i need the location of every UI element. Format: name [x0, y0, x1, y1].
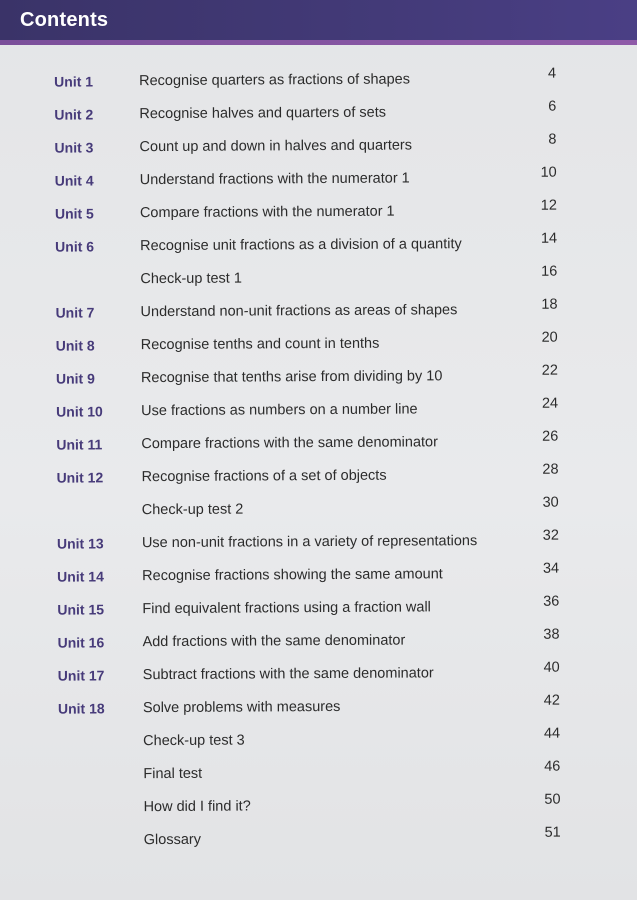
toc-row [2, 355, 637, 392]
toc-row [1, 157, 637, 194]
toc-entry-title: Recognise fractions showing the same amount [142, 566, 443, 585]
toc-row [2, 454, 637, 491]
toc-entry-title: Compare fractions with the numerator 1 [139, 203, 395, 222]
toc-unit-label: Unit 2 [54, 106, 94, 123]
toc-page-number: 20 [541, 329, 558, 346]
toc-unit-label: Unit 5 [54, 205, 94, 222]
toc-page-number: 32 [542, 527, 559, 544]
toc-entry-title: Compare fractions with the same denominator [141, 434, 438, 453]
toc-unit-label: Unit 17 [57, 667, 105, 684]
toc-page-number: 50 [544, 791, 561, 808]
toc-entry-title: Glossary [143, 831, 202, 849]
toc-entry-title: Check-up test 3 [143, 732, 245, 750]
toc-entry-title: Find equivalent fractions using a fraction wall [142, 599, 431, 618]
toc-entry-title: Check-up test 2 [141, 501, 244, 519]
toc-unit-label: Unit 18 [57, 700, 105, 717]
toc-row [4, 718, 637, 755]
toc-entry-title: Use non-unit fractions in a variety of representations [141, 533, 478, 552]
toc-unit-label: Unit 12 [56, 469, 104, 486]
toc-row [3, 520, 637, 557]
toc-page-number: 22 [541, 362, 558, 379]
page-title: Contents [20, 9, 109, 31]
toc-unit-label: Unit 6 [55, 238, 95, 255]
toc-unit-label: Unit 1 [54, 73, 94, 90]
toc-page-number: 16 [541, 263, 558, 280]
toc-entry-title: Solve problems with measures [142, 698, 341, 717]
toc-row [4, 652, 637, 689]
toc-entry-title: Subtract fractions with the same denominator [142, 665, 434, 684]
toc-page-number: 36 [543, 593, 560, 610]
toc-unit-label: Unit 10 [56, 403, 103, 420]
toc-page-number: 24 [541, 395, 559, 412]
toc-page-number: 14 [540, 230, 558, 247]
toc-entry-title: Understand fractions with the numerator 1 [139, 170, 410, 189]
toc-page-number: 6 [548, 98, 557, 115]
toc-row [2, 421, 637, 458]
toc-row [0, 91, 637, 128]
toc-entry-title: Recognise quarters as fractions of shapes [139, 71, 410, 90]
toc-entry-title: Understand non-unit fractions as areas of shapes [140, 302, 458, 321]
toc-page-number: 12 [540, 197, 557, 214]
toc-page-number: 40 [543, 659, 560, 676]
toc-row [2, 388, 637, 425]
toc-row [1, 190, 637, 227]
toc-page-number: 42 [543, 692, 560, 709]
toc-unit-label: Unit 14 [57, 568, 104, 585]
toc-unit-label: Unit 7 [55, 304, 95, 321]
toc-unit-label: Unit 9 [55, 370, 95, 387]
toc-entry-title: Add fractions with the same denominator [142, 632, 406, 651]
toc-unit-label: Unit 3 [54, 139, 94, 156]
toc-page-number: 46 [544, 758, 561, 775]
toc-page-number: 28 [542, 461, 559, 478]
toc-row [0, 58, 637, 95]
toc-unit-label: Unit 15 [57, 601, 105, 618]
toc-entry-title: How did I find it? [143, 798, 251, 816]
toc-unit-label: Unit 16 [57, 634, 105, 651]
toc-unit-label: Unit 13 [56, 535, 104, 552]
toc-unit-label: Unit 4 [54, 172, 94, 189]
toc-row [4, 685, 637, 722]
toc-page-number: 18 [541, 296, 558, 313]
toc-row [4, 751, 637, 788]
toc-page-number: 34 [542, 560, 560, 577]
header-band [0, 0, 637, 40]
toc-page-number: 8 [548, 131, 557, 148]
toc-entry-title: Check-up test 1 [140, 270, 242, 288]
toc-entry-title: Recognise unit fractions as a division of a quantity [140, 236, 462, 255]
toc-row [1, 223, 637, 260]
toc-row [5, 817, 637, 854]
toc-row [3, 487, 637, 524]
toc-entry-title: Recognise that tenths arise from dividing by 10 [140, 368, 443, 387]
toc-page-number: 51 [544, 824, 561, 841]
toc-page-number: 44 [543, 725, 561, 742]
toc-entry-title: Count up and down in halves and quarters [139, 137, 413, 156]
toc-unit-label: Unit 8 [55, 337, 95, 354]
toc-entry-title: Recognise tenths and count in tenths [140, 335, 380, 354]
toc-row [4, 784, 637, 821]
toc-row [3, 553, 637, 590]
toc-entry-title: Final test [143, 765, 203, 783]
toc-row [0, 124, 637, 161]
toc-entry-title: Use fractions as numbers on a number line [141, 401, 418, 420]
toc-page-number: 26 [542, 428, 559, 445]
toc-page-number: 30 [542, 494, 559, 511]
toc-row [2, 322, 637, 359]
toc-page-number: 10 [540, 164, 557, 181]
toc-entry-title: Recognise halves and quarters of sets [139, 104, 387, 123]
toc-row [3, 619, 637, 656]
toc-row [1, 289, 637, 326]
toc-unit-label: Unit 11 [56, 436, 103, 453]
toc-row [3, 586, 637, 623]
header-accent-stripe [0, 40, 637, 45]
toc-page-number: 4 [547, 65, 557, 82]
table-of-contents [0, 58, 637, 854]
toc-page-number: 38 [543, 626, 560, 643]
toc-entry-title: Recognise fractions of a set of objects [141, 467, 387, 486]
toc-row [1, 256, 637, 293]
